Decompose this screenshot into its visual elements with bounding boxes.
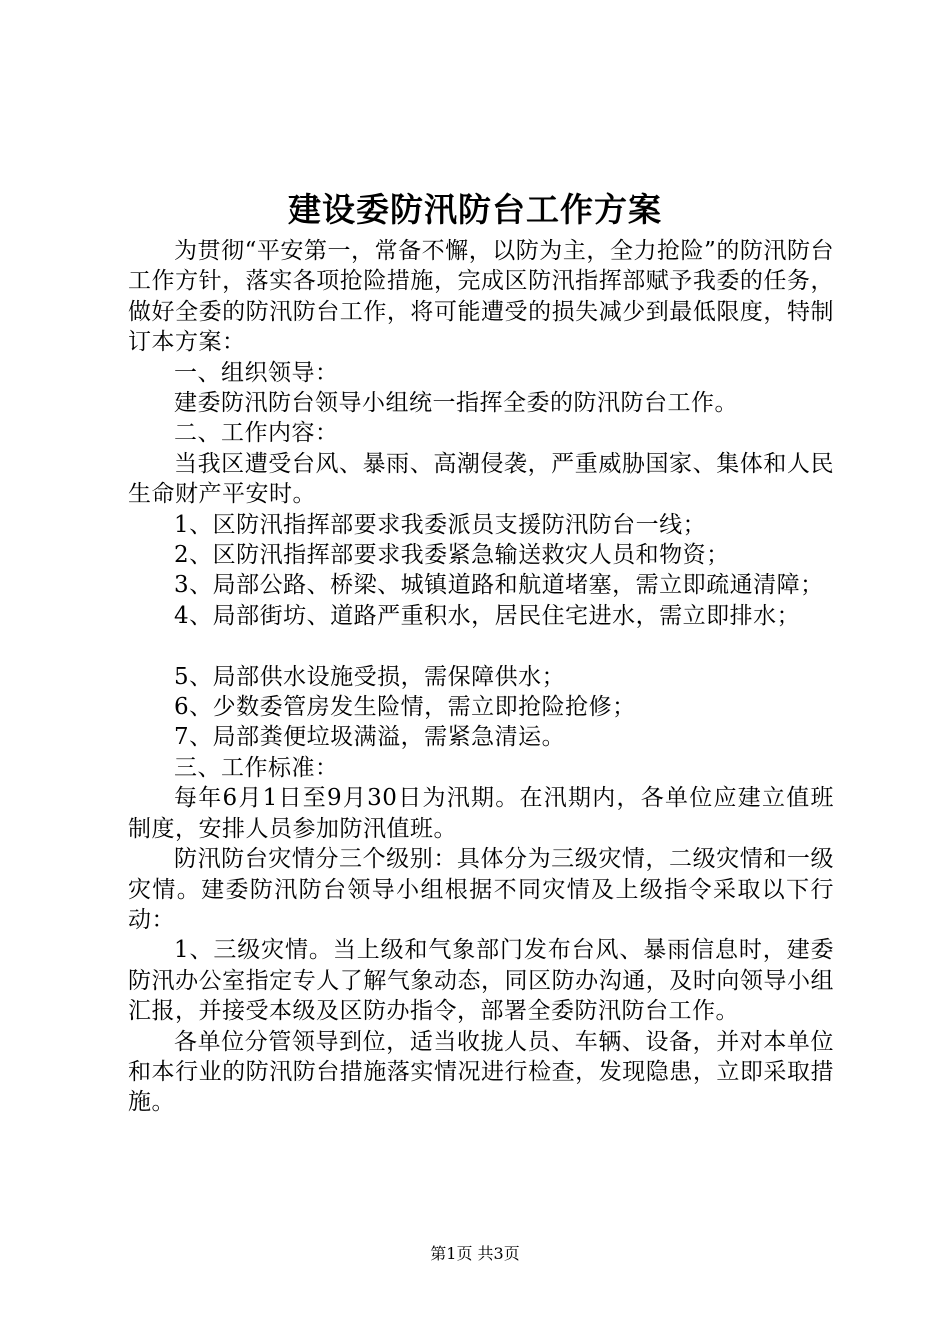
heading-organization: 一、组织领导： [174, 359, 339, 386]
paragraph-unit-leaders: 各单位分管领导到位，适当收拢人员、车辆、设备，并对本单位和本行业的防汛防台措施落实情况进行检查，发现隐患，立即采取措施。 [128, 1028, 834, 1116]
paragraph-flood-season: 每年6月1日至9月30日为汛期。在汛期内，各单位应建立值班制度，安排人员参加防汛值班。 [128, 785, 834, 842]
paragraph-intro: 为贯彻“平安第一，常备不懈，以防为主，全力抢险”的防汛防台工作方针，落实各项抢险措施，完成区防汛指挥部赋予我委的任务，做好全委的防汛防台工作，将可能遭受的损失减少到最低限度，特制订本方案： [128, 238, 834, 356]
list-item-1: 1、区防汛指挥部要求我委派员支援防汛防台一线； [174, 511, 707, 538]
heading-work-content: 二、工作内容： [174, 420, 339, 447]
paragraph-organization: 建委防汛防台领导小组统一指挥全委的防汛防台工作。 [174, 390, 738, 417]
list-item-7: 7、局部粪便垃圾满溢，需紧急清运。 [174, 724, 566, 751]
list-item-4: 4、局部街坊、道路严重积水，居民住宅进水，需立即排水； [174, 602, 801, 629]
paragraph-disaster-levels: 防汛防台灾情分三个级别：具体分为三级灾情，二级灾情和一级灾情。建委防汛防台领导小组根据不同灾情及上级指令采取以下行动： [128, 846, 834, 933]
page-footer: 第1页 共3页 [430, 1244, 520, 1263]
list-item-3: 3、局部公路、桥梁、城镇道路和航道堵塞，需立即疏通清障； [174, 572, 824, 599]
paragraph-level-three: 1、三级灾情。当上级和气象部门发布台风、暴雨信息时，建委防汛办公室指定专人了解气象动态，同区防办沟通，及时向领导小组汇报，并接受本级及区防办指令，部署全委防汛防台工作。 [128, 937, 834, 1025]
list-item-6: 6、少数委管房发生险情，需立即抢险抢修； [174, 694, 636, 721]
list-item-2: 2、区防汛指挥部要求我委紧急输送救灾人员和物资； [174, 542, 730, 569]
heading-work-standard: 三、工作标准： [174, 754, 339, 781]
paragraph-work-content: 当我区遭受台风、暴雨、高潮侵袭，严重威胁国家、集体和人民生命财产平安时。 [128, 450, 834, 508]
document-title: 建设委防汛防台工作方案 [288, 190, 662, 229]
list-item-5: 5、局部供水设施受损，需保障供水； [174, 663, 566, 690]
document-body [128, 236, 834, 1118]
